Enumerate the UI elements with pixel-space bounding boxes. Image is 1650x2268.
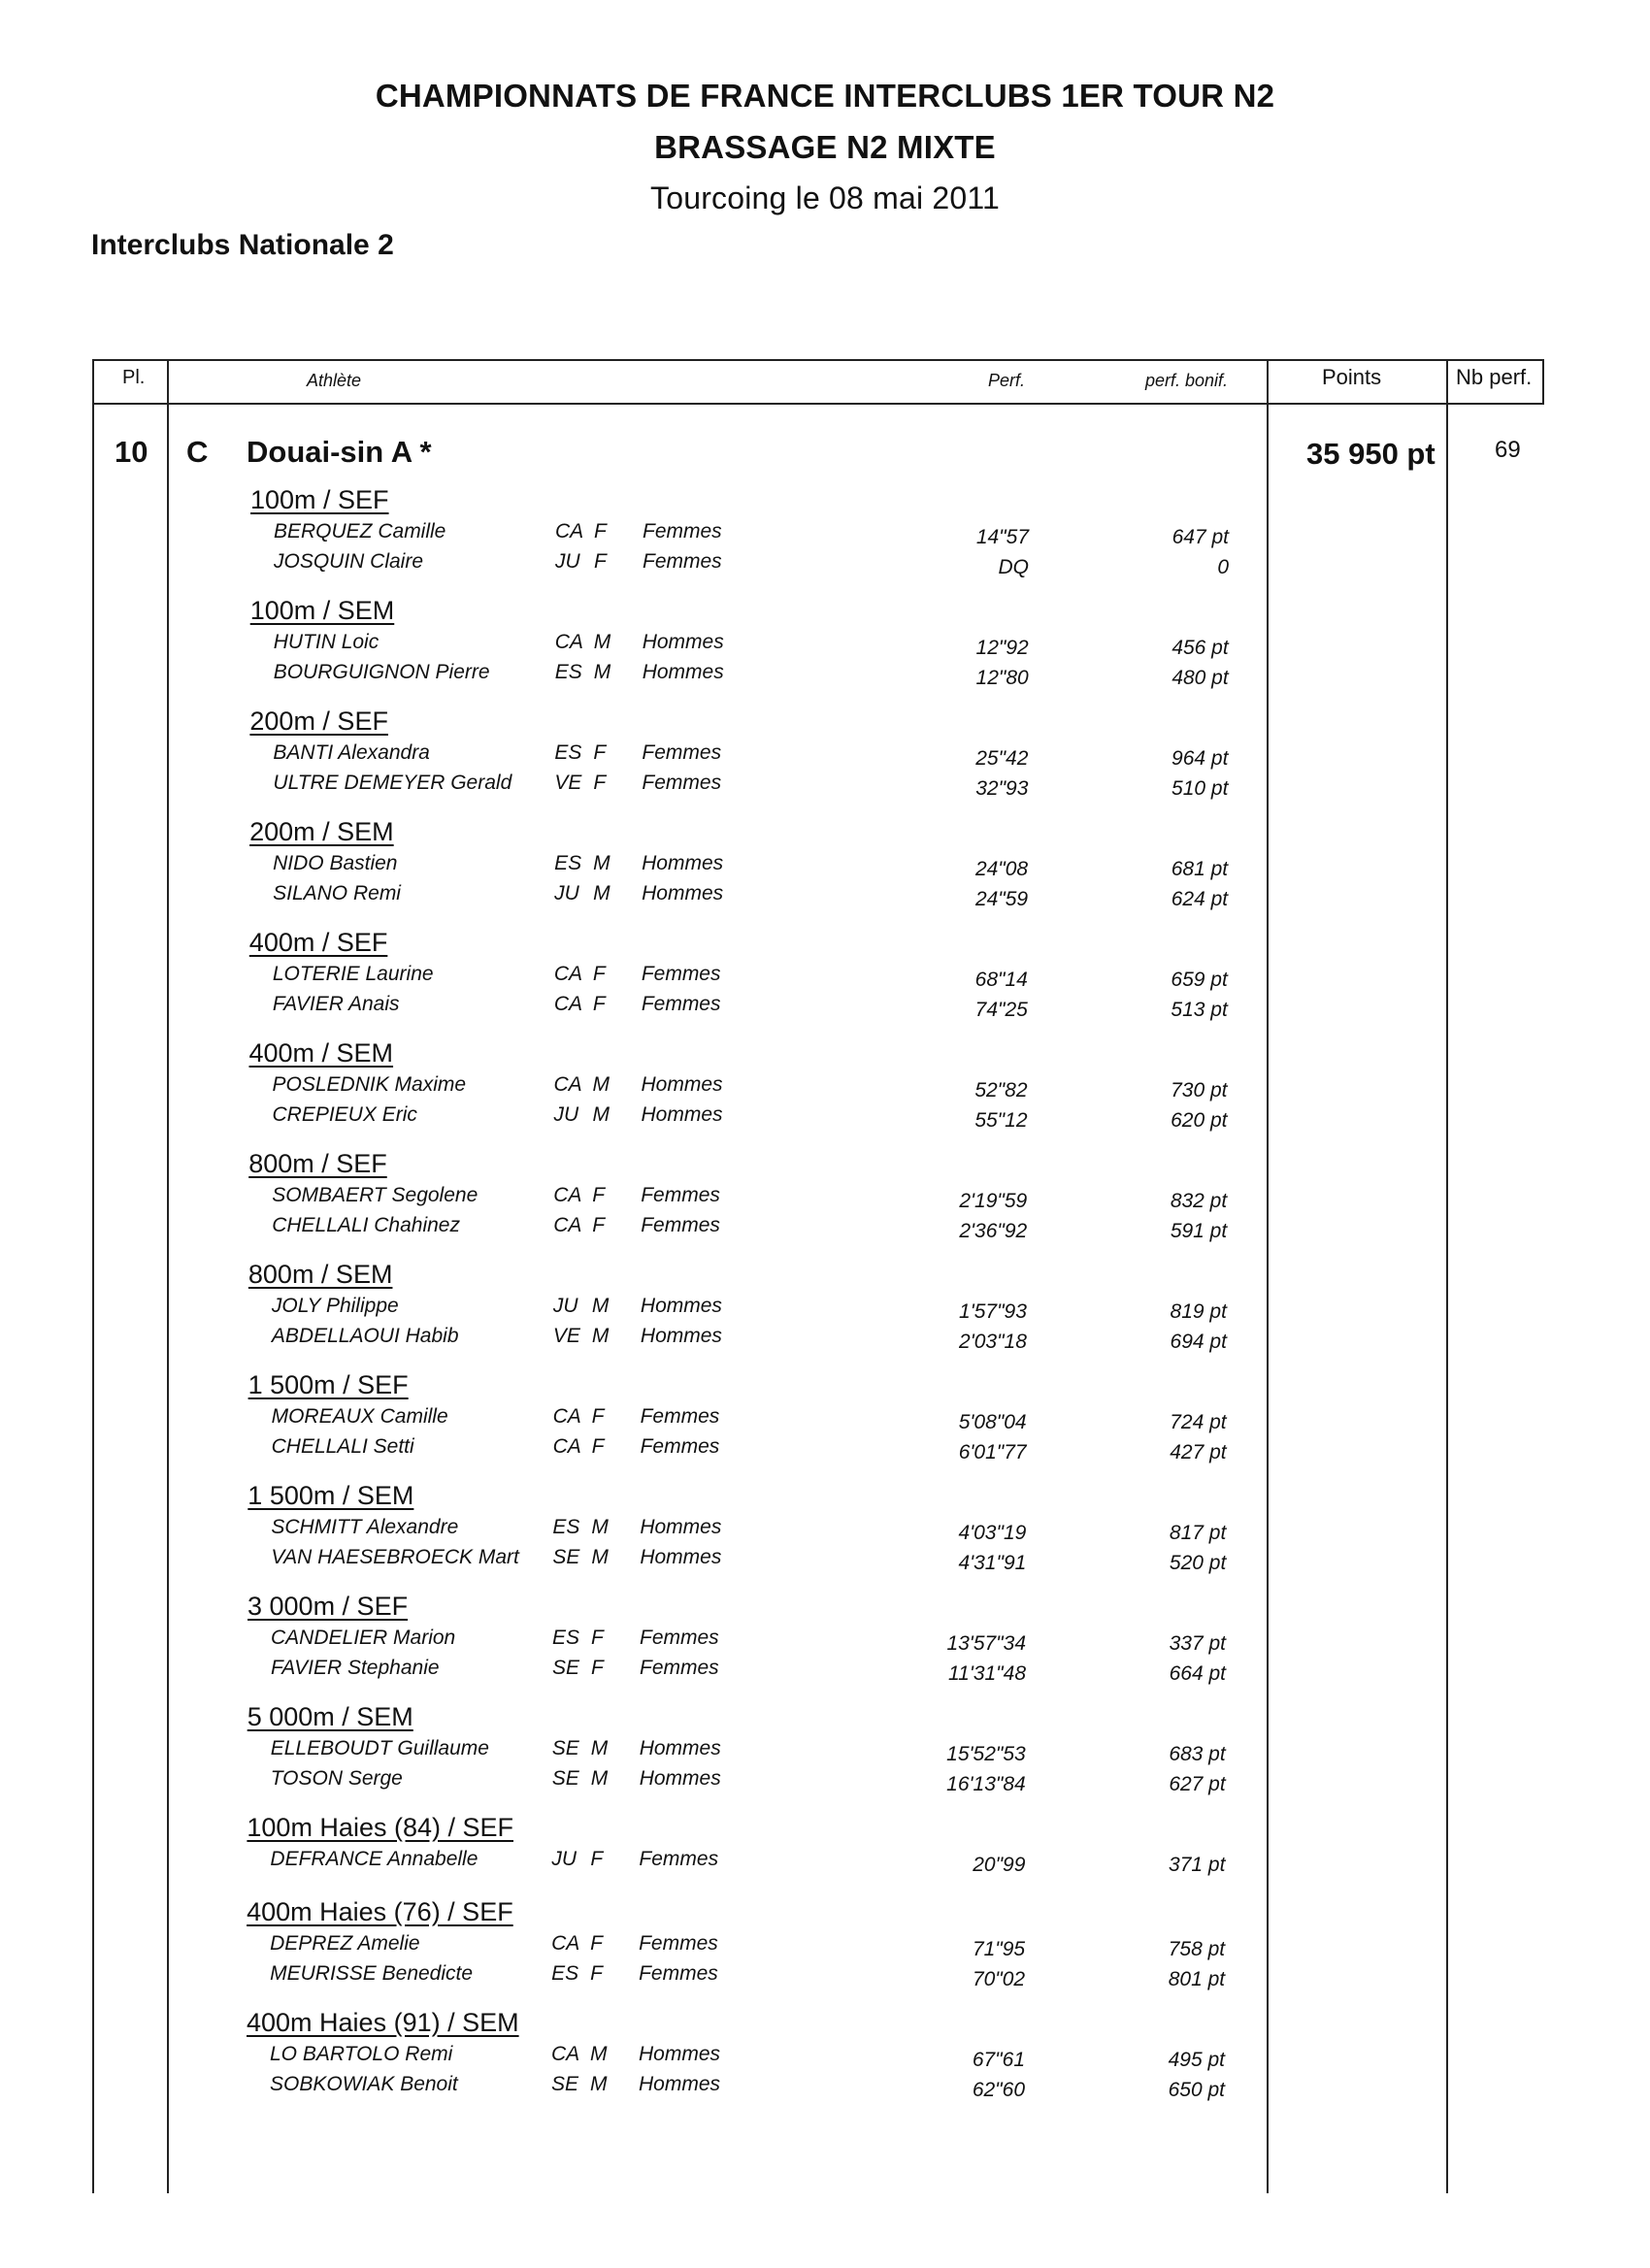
event-name: 3 000m / SEF [248, 1592, 409, 1621]
athlete-points: 817 pt [1169, 1522, 1227, 1544]
athlete-group: Hommes [641, 1103, 723, 1126]
athlete-points: 627 pt [1169, 1773, 1226, 1795]
athlete-name: ULTRE DEMEYER Gerald [273, 772, 512, 794]
table-top-border [92, 359, 1544, 361]
athlete-name: BOURGUIGNON Pierre [273, 661, 490, 683]
athlete-sex: F [591, 1627, 604, 1649]
athlete-group: Femmes [643, 550, 722, 573]
athlete-name: SOMBAERT Segolene [272, 1184, 478, 1206]
athlete-name: DEFRANCE Annabelle [270, 1848, 478, 1870]
athlete-perf: 68"14 [974, 969, 1028, 991]
event-name: 100m / SEF [250, 485, 389, 514]
athlete-perf: 74"25 [974, 999, 1028, 1021]
athlete-category: CA [553, 1184, 582, 1206]
athlete-points: 647 pt [1172, 526, 1229, 548]
athlete-group: Hommes [640, 1546, 722, 1568]
athlete-group: Hommes [639, 1737, 721, 1759]
athlete-perf: 5'08"04 [958, 1411, 1027, 1433]
athlete-name: SILANO Remi [273, 882, 401, 904]
athlete-perf: 24"08 [974, 858, 1029, 880]
athlete-name: MEURISSE Benedicte [270, 1962, 474, 1985]
athlete-points: 620 pt [1171, 1109, 1228, 1132]
athlete-name: CANDELIER Marion [271, 1627, 456, 1649]
athlete-name: VAN HAESEBROECK Mart [271, 1546, 519, 1568]
athlete-name: HUTIN Loic [273, 631, 380, 653]
athlete-sex: M [593, 631, 611, 653]
athlete-perf: 2'36"92 [959, 1220, 1028, 1242]
event-name: 100m Haies (84) / SEF [247, 1813, 513, 1842]
athlete-name: SOBKOWIAK Benoit [270, 2073, 458, 2095]
event-name: 400m Haies (76) / SEF [247, 1897, 513, 1926]
athlete-points: 371 pt [1169, 1854, 1226, 1876]
athlete-category: ES [552, 1627, 580, 1649]
athlete-name: MOREAUX Camille [271, 1405, 448, 1428]
header-points: Points [1322, 365, 1382, 389]
athlete-group: Femmes [639, 1932, 718, 1955]
athlete-category: JU [555, 550, 580, 573]
athlete-category: CA [553, 993, 582, 1015]
athlete-category: ES [554, 852, 582, 874]
athlete-name: BERQUEZ Camille [274, 520, 446, 542]
athlete-category: CA [552, 1435, 581, 1458]
athlete-sex: F [592, 1184, 606, 1206]
athlete-perf: 13'57"34 [946, 1632, 1026, 1655]
athlete-name: BANTI Alexandra [273, 741, 430, 764]
athlete-group: Femmes [641, 963, 721, 985]
athlete-perf: 55"12 [974, 1109, 1028, 1132]
athlete-perf: 15'52"53 [946, 1743, 1026, 1765]
header-nb-perf: Nb perf. [1456, 365, 1533, 389]
athlete-category: ES [551, 1962, 579, 1985]
athlete-category: SE [551, 1767, 579, 1790]
athlete-category: SE [551, 1737, 579, 1759]
athlete-group: Femmes [641, 993, 721, 1015]
athlete-perf: 12"80 [975, 667, 1029, 689]
athlete-sex: F [591, 1405, 605, 1428]
athlete-sex: M [592, 1103, 610, 1126]
athlete-group: Hommes [640, 1295, 722, 1317]
header-pl: Pl. [122, 367, 146, 388]
athlete-points: 520 pt [1169, 1552, 1227, 1574]
athlete-perf: 32"93 [975, 777, 1029, 800]
athlete-points: 659 pt [1171, 969, 1228, 991]
athlete-points: 819 pt [1170, 1300, 1227, 1323]
place-date: Tourcoing le 08 mai 2011 [650, 181, 1000, 215]
athlete-category: CA [555, 520, 584, 542]
athlete-perf: 1'57"93 [959, 1300, 1027, 1323]
athlete-category: VE [554, 772, 582, 794]
athlete-points: 624 pt [1171, 888, 1229, 910]
event-name: 1 500m / SEM [248, 1481, 414, 1510]
athlete-points: 495 pt [1168, 2049, 1225, 2071]
athlete-points: 724 pt [1170, 1411, 1227, 1433]
table-col-divider-pl [167, 359, 169, 2193]
athlete-category: SE [552, 1546, 580, 1568]
athlete-group: Hommes [642, 882, 724, 904]
team-place: 10 [115, 435, 148, 469]
athlete-category: JU [551, 1848, 578, 1870]
athlete-perf: 67"61 [972, 2049, 1025, 2071]
athlete-name: LO BARTOLO Remi [270, 2043, 453, 2065]
athlete-category: JU [553, 1103, 579, 1126]
athlete-points: 591 pt [1170, 1220, 1228, 1242]
athlete-sex: M [593, 661, 611, 683]
athlete-group: Hommes [639, 2043, 721, 2065]
header-perf: Perf. [988, 371, 1026, 390]
team-category: C [186, 435, 209, 469]
athlete-category: CA [553, 1073, 582, 1096]
athlete-perf: 52"82 [974, 1079, 1028, 1101]
competition-level: Interclubs Nationale 2 [91, 229, 394, 261]
athlete-group: Femmes [641, 1214, 720, 1236]
athlete-group: Femmes [643, 520, 722, 542]
athlete-points: 427 pt [1170, 1441, 1227, 1463]
athlete-name: ELLEBOUDT Guillaume [270, 1737, 489, 1759]
athlete-category: VE [552, 1325, 580, 1347]
athlete-points: 801 pt [1168, 1968, 1226, 1990]
athlete-category: ES [552, 1516, 580, 1538]
athlete-name: JOSQUIN Claire [274, 550, 424, 573]
athlete-perf: 4'03"19 [958, 1522, 1027, 1544]
athlete-sex: M [592, 1073, 610, 1096]
athlete-points: 681 pt [1171, 858, 1229, 880]
athlete-sex: F [593, 772, 607, 794]
event-name: 400m Haies (91) / SEM [247, 2008, 519, 2037]
athlete-name: SCHMITT Alexandre [271, 1516, 459, 1538]
event-name: 800m / SEM [248, 1260, 393, 1289]
athlete-name: NIDO Bastien [273, 852, 398, 874]
athlete-group: Hommes [642, 661, 724, 683]
athlete-points: 758 pt [1168, 1938, 1226, 1960]
athlete-category: CA [552, 1405, 581, 1428]
athlete-name: FAVIER Stephanie [271, 1657, 440, 1679]
athlete-category: ES [554, 741, 582, 764]
athlete-points: 664 pt [1169, 1662, 1226, 1685]
athlete-perf: 6'01"77 [958, 1441, 1027, 1463]
athlete-name: POSLEDNIK Maxime [272, 1073, 467, 1096]
athlete-perf: 11'31"48 [948, 1662, 1026, 1685]
athlete-name: CHELLALI Setti [271, 1435, 414, 1458]
athlete-sex: M [591, 1325, 610, 1347]
athlete-sex: F [590, 1962, 603, 1985]
athlete-perf: 16'13"84 [946, 1773, 1026, 1795]
athlete-sex: M [590, 1767, 609, 1790]
athlete-sex: M [590, 1737, 609, 1759]
athlete-group: Femmes [640, 1627, 719, 1649]
athlete-perf: 71"95 [972, 1938, 1026, 1960]
athlete-category: ES [554, 661, 582, 683]
athlete-group: Femmes [639, 1962, 718, 1985]
athlete-sex: F [591, 1657, 604, 1679]
athlete-points: 0 [1217, 556, 1229, 578]
athlete-points: 337 pt [1169, 1632, 1226, 1655]
athlete-category: CA [551, 2043, 580, 2065]
athlete-category: CA [554, 631, 583, 653]
athlete-sex: M [590, 2073, 608, 2095]
athlete-points: 510 pt [1172, 777, 1229, 800]
athlete-perf: 2'03"18 [959, 1331, 1027, 1353]
athlete-perf: 2'19"59 [959, 1190, 1028, 1212]
athlete-points: 456 pt [1172, 637, 1229, 659]
header-athlete: Athlète [307, 371, 362, 390]
athlete-name: CHELLALI Chahinez [272, 1214, 460, 1236]
athlete-points: 832 pt [1170, 1190, 1228, 1212]
athlete-sex: F [593, 741, 607, 764]
athlete-group: Hommes [639, 1767, 721, 1790]
table-header-border [92, 403, 1544, 405]
athlete-group: Hommes [642, 852, 724, 874]
athlete-group: Femmes [639, 1848, 719, 1870]
team-nb-perf: 69 [1495, 437, 1521, 463]
athlete-category: CA [553, 1214, 582, 1236]
athlete-name: DEPREZ Amelie [270, 1932, 420, 1955]
athlete-sex: M [591, 1546, 609, 1568]
athlete-sex: F [594, 550, 607, 573]
athlete-sex: M [591, 1516, 609, 1538]
athlete-group: Femmes [640, 1435, 720, 1458]
athlete-group: Femmes [641, 1184, 720, 1206]
table-col-divider-nbperf [1446, 359, 1448, 2193]
athlete-sex: F [590, 1848, 604, 1870]
athlete-perf: 62"60 [972, 2079, 1025, 2101]
athlete-group: Hommes [639, 2073, 721, 2095]
athlete-name: TOSON Serge [270, 1767, 403, 1790]
athlete-points: 694 pt [1170, 1331, 1227, 1353]
event-name: 400m / SEM [248, 1038, 394, 1068]
athlete-sex: F [590, 1932, 603, 1955]
athlete-perf: 12"92 [975, 637, 1029, 659]
athlete-category: CA [553, 963, 582, 985]
athlete-name: FAVIER Anais [272, 993, 400, 1015]
athlete-group: Femmes [642, 772, 722, 794]
athlete-perf: 70"02 [972, 1968, 1026, 1990]
document-title: CHAMPIONNATS DE FRANCE INTERCLUBS 1ER TOUR N2 [375, 78, 1275, 114]
athlete-category: SE [551, 2073, 579, 2095]
table-right-border [1542, 359, 1544, 403]
athlete-sex: M [591, 1295, 610, 1317]
header-perf-bonif: perf. bonif. [1145, 371, 1229, 390]
athlete-category: JU [552, 1295, 578, 1317]
athlete-category: CA [551, 1932, 580, 1955]
athlete-points: 683 pt [1169, 1743, 1226, 1765]
event-name: 100m / SEM [249, 596, 395, 625]
event-name: 800m / SEF [248, 1149, 387, 1178]
team-name: Douai-sin A * [247, 435, 432, 469]
athlete-sex: F [592, 1214, 606, 1236]
athlete-sex: F [594, 520, 607, 542]
athlete-points: 650 pt [1168, 2079, 1225, 2101]
athlete-sex: M [593, 852, 610, 874]
athlete-name: LOTERIE Laurine [272, 963, 434, 985]
athlete-sex: F [592, 993, 606, 1015]
athlete-sex: M [593, 882, 610, 904]
athlete-perf: 25"42 [975, 747, 1029, 770]
athlete-perf: 4'31"91 [958, 1552, 1027, 1574]
event-name: 400m / SEF [248, 928, 388, 957]
athlete-group: Hommes [642, 631, 724, 653]
athlete-perf: 24"59 [974, 888, 1029, 910]
athlete-sex: M [590, 2043, 608, 2065]
athlete-group: Hommes [640, 1325, 722, 1347]
athlete-name: JOLY Philippe [271, 1295, 399, 1317]
document-subtitle: BRASSAGE N2 MIXTE [654, 129, 996, 165]
event-name: 1 500m / SEF [248, 1370, 409, 1399]
athlete-group: Femmes [640, 1405, 720, 1428]
table-left-border [92, 359, 94, 2193]
event-name: 5 000m / SEM [247, 1702, 413, 1731]
athlete-group: Femmes [642, 741, 722, 764]
event-name: 200m / SEF [249, 707, 388, 736]
athlete-group: Femmes [640, 1657, 719, 1679]
athlete-name: ABDELLAOUI Habib [271, 1325, 459, 1347]
athlete-perf: DQ [998, 556, 1029, 578]
team-points: 35 950 pt [1306, 437, 1436, 471]
athlete-points: 964 pt [1172, 747, 1229, 770]
athlete-points: 730 pt [1171, 1079, 1228, 1101]
athlete-perf: 20"99 [973, 1854, 1026, 1876]
athlete-points: 513 pt [1171, 999, 1228, 1021]
athlete-group: Hommes [640, 1516, 722, 1538]
athlete-group: Hommes [641, 1073, 723, 1096]
table-col-divider-points [1267, 359, 1269, 2193]
event-name: 200m / SEM [249, 817, 394, 846]
athlete-category: JU [554, 882, 579, 904]
athlete-perf: 14"57 [975, 526, 1029, 548]
athlete-category: SE [552, 1657, 580, 1679]
athlete-sex: F [591, 1435, 605, 1458]
athlete-name: CREPIEUX Eric [272, 1103, 417, 1126]
athlete-sex: F [592, 963, 606, 985]
athlete-points: 480 pt [1172, 667, 1229, 689]
